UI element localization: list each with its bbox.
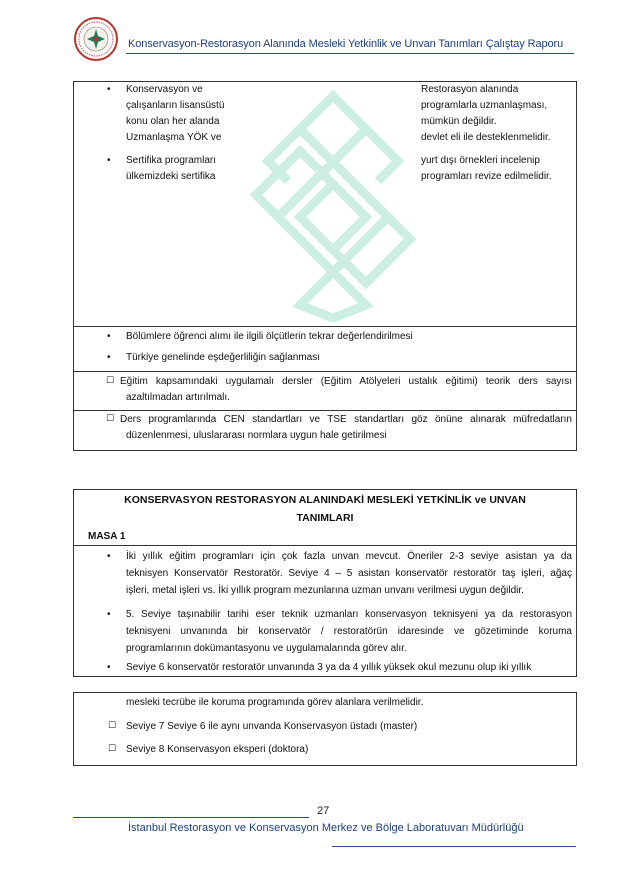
- table-title: TANIMLARI: [296, 512, 354, 524]
- bullet-dot-icon: •: [107, 331, 111, 342]
- list-item-line: İki yıllık eğitim programları için çok fazla unvan mevcut. Öneriler 2-3 seviye asistan ya da: [126, 551, 572, 562]
- footer-organization: İstanbul Restorasyon ve Konservasyon Merkez ve Bölge Laboratuvarı Müdürlüğü: [128, 822, 524, 834]
- box-bullet-icon: ☐: [108, 744, 117, 754]
- bullet-dot-icon: •: [107, 551, 111, 562]
- list-item-line: teknisyeni unvanında bir konservatör / restoratörün idaresinde ve gözetiminde koruma: [126, 626, 572, 637]
- list-item-right-line: devlet eli ile desteklenmelidir.: [421, 132, 551, 143]
- list-item-line: programlarının dokümantasyonu ve uygulamalarında görev alır.: [126, 643, 407, 654]
- list-item: Bölümlere öğrenci alımı ile ilgili ölçütlerin tekrar değerlendirilmesi: [126, 331, 413, 342]
- bullet-dot-icon: •: [107, 352, 111, 363]
- list-item-line: teknisyen Konservatör Restoratör. Seviye 4 – 5 asistan konservatör restoratör taş işleri, ağaç: [126, 568, 572, 579]
- list-item-text: Ders programlarında CEN standartları ve TSE standartları göz önüne alınarak müfredatların: [120, 414, 572, 425]
- page-number: 27: [317, 805, 330, 817]
- table-2-row-divider: [73, 545, 577, 546]
- list-item-left-line: Sertifika programları: [126, 155, 217, 166]
- box-bullet-icon: ☐: [106, 414, 115, 424]
- list-item-text: Eğitim kapsamındaki uygulamalı dersler (Eğitim Atölyeleri ustalık eğitimi) teorik ders sayısı: [120, 376, 572, 387]
- bullet-dot-icon: •: [107, 609, 111, 620]
- table-1-row-divider: [73, 410, 577, 411]
- header-title: Konservasyon-Restorasyon Alanında Mesleki Yetkinlik ve Unvan Tanımları Çalıştay Raporu: [128, 38, 564, 50]
- list-item-right-line: yurt dışı örnekleri incelenip: [421, 155, 540, 166]
- list-item-continuation: mesleki tecrübe ile koruma programında görev alanlara verilmelidir.: [126, 697, 424, 708]
- list-item-line: Seviye 6 konservatör restoratör unvanında 3 ya da 4 yıllık yüksek okul mezunu olup iki yıllık: [126, 662, 532, 673]
- list-item-left-line: Uzmanlaşma YÖK ve: [126, 132, 222, 143]
- list-item-right-line: programları revize edilmelidir.: [421, 171, 552, 182]
- footer-divider-left: [73, 817, 309, 818]
- table-1-row-divider: [73, 371, 577, 372]
- list-item-left-line: Konservasyon ve: [126, 84, 203, 95]
- bullet-dot-icon: •: [107, 662, 111, 673]
- list-item-left-line: ülkemizdeki sertifika: [126, 171, 216, 182]
- list-item-line: 5. Seviye taşınabilir tarihi eser teknik uzmanları konservasyon teknisyeni ya da restorasyon: [126, 609, 572, 620]
- institution-logo-icon: [74, 17, 118, 61]
- list-item-text-cont: düzenlenmesi, uluslararası normlara uygun hale getirilmesi: [126, 430, 387, 441]
- list-item-text-cont: azaltılmadan artırılmalı.: [126, 392, 230, 403]
- list-item-line: işleri, metal işleri vs. İki yıllık program mezunlarına uzman unvanı verilmesi uygun değildir.: [126, 585, 524, 596]
- footer-divider-right: [332, 846, 576, 847]
- header-divider: [126, 53, 574, 54]
- list-item: Türkiye genelinde eşdeğerliliğin sağlanması: [126, 352, 320, 363]
- table-title: KONSERVASYON RESTORASYON ALANINDAKİ MESLEKİ YETKİNLİK ve UNVAN: [124, 494, 526, 506]
- box-bullet-icon: ☐: [106, 376, 115, 386]
- table-1-row-divider: [73, 326, 577, 327]
- list-item-right-line: programlarla uzmanlaşması,: [421, 100, 548, 111]
- list-item: Seviye 7 Seviye 6 ile aynı unvanda Konservasyon üstadı (master): [126, 721, 418, 732]
- list-item-left-line: konu olan her alanda: [126, 116, 220, 127]
- box-bullet-icon: ☐: [108, 721, 117, 731]
- list-item-left-line: çalışanların lisansüstü: [126, 100, 225, 111]
- bullet-dot-icon: •: [107, 155, 111, 166]
- list-item-right-line: mümkün değildir.: [421, 116, 497, 127]
- list-item-right-line: Restorasyon alanında: [421, 84, 519, 95]
- table-section-label: MASA 1: [88, 531, 126, 542]
- list-item: Seviye 8 Konservasyon eksperi (doktora): [126, 744, 309, 755]
- bullet-dot-icon: •: [107, 84, 111, 95]
- endless-knot-watermark-icon: [248, 90, 418, 322]
